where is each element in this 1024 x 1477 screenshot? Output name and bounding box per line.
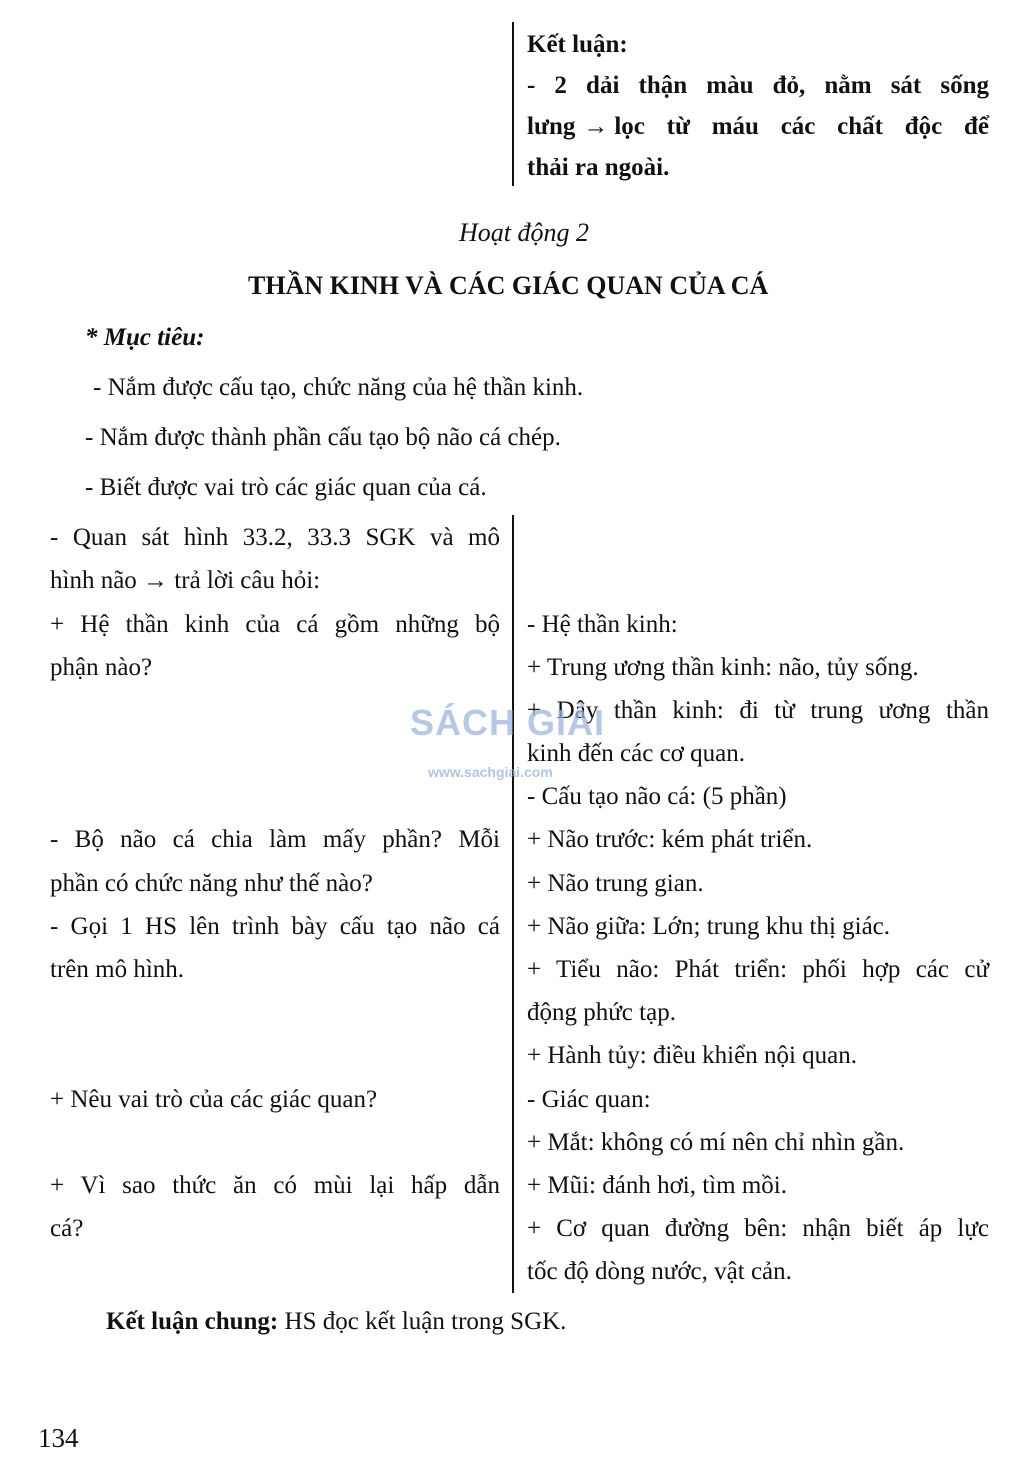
top-conclusion-line-1: - 2 dải thận màu đỏ, nằm sát sống [527, 72, 989, 99]
general-conclusion [106, 1308, 566, 1336]
top-conclusion-line-2-a: lưng [527, 113, 576, 140]
left-line-10: + Vì sao thức ăn có mùi lại hấp dẫn [50, 1172, 500, 1199]
left-line-9: + Nêu vai trò của các giác quan? [50, 1086, 378, 1113]
objective-item-3: - Biết được vai trò các giác quan của cá. [85, 474, 487, 501]
right-line-13: + Mắt: không có mí nên chỉ nhìn gần. [527, 1129, 905, 1156]
right-line-14: + Mũi: đánh hơi, tìm mồi. [527, 1172, 787, 1199]
right-line-11: + Hành tủy: điều khiển nội quan. [527, 1042, 858, 1069]
activity-label: Hoạt động 2 [459, 218, 589, 247]
right-line-1: - Hệ thần kinh: [527, 611, 678, 638]
right-line-8: + Não giữa: Lớn; trung khu thị giác. [527, 913, 891, 940]
top-conclusion-heading: Kết luận: [527, 31, 628, 58]
left-line-6: phần có chức năng như thế nào? [50, 870, 373, 897]
arrow-icon: → [583, 113, 609, 140]
right-line-10: động phức tạp. [527, 999, 676, 1026]
right-line-2: + Trung ương thần kinh: não, tủy sống. [527, 654, 919, 681]
general-conclusion-text: HS đọc kết luận trong SGK. [278, 1308, 567, 1335]
top-conclusion-line-2 [527, 113, 989, 141]
right-line-12: - Giác quan: [527, 1086, 651, 1113]
objective-item-2: - Nắm được thành phần cấu tạo bộ não cá chép. [85, 424, 561, 451]
top-column-divider [512, 22, 514, 186]
right-line-7: + Não trung gian. [527, 870, 704, 897]
top-conclusion-line-3: thải ra ngoài. [527, 154, 670, 181]
left-line-5: - Bộ não cá chia làm mấy phần? Mỗi [50, 826, 500, 853]
left-line-1: - Quan sát hình 33.2, 33.3 SGK và mô [50, 524, 500, 551]
left-line-3: + Hệ thần kinh của cá gồm những bộ [50, 611, 500, 638]
right-line-15: + Cơ quan đường bên: nhận biết áp lực [527, 1215, 989, 1242]
watermark-url: www.sachgiai.com [428, 764, 553, 780]
right-line-6: + Não trước: kém phát triển. [527, 826, 813, 853]
left-line-2: hình não → trả lời câu hỏi: [50, 567, 321, 594]
left-line-4: phận nào? [50, 654, 153, 681]
left-line-7: - Gọi 1 HS lên trình bày cấu tạo não cá [50, 913, 500, 940]
right-line-4: kinh đến các cơ quan. [527, 740, 745, 767]
top-conclusion-line-2-b: lọc từ máu các chất độc để [614, 113, 989, 140]
objective-item-1: - Nắm được cấu tạo, chức năng của hệ thần kinh. [93, 374, 584, 401]
main-column-divider [512, 515, 514, 1293]
watermark-logo: SÁCH GIẢI [410, 702, 606, 743]
objectives-heading: * Mục tiêu: [85, 324, 205, 351]
right-line-3: + Dây thần kinh: đi từ trung ương thần [527, 697, 989, 724]
left-line-11: cá? [50, 1215, 84, 1242]
right-line-9: + Tiểu não: Phát triển: phối hợp các cử [527, 956, 989, 983]
page-number: 134 [38, 1423, 79, 1453]
activity-title: THẦN KINH VÀ CÁC GIÁC QUAN CỦA CÁ [248, 271, 769, 300]
left-line-8: trên mô hình. [50, 956, 185, 983]
right-line-5: - Cấu tạo não cá: (5 phần) [527, 783, 787, 810]
right-line-16: tốc độ dòng nước, vật cản. [527, 1258, 792, 1285]
general-conclusion-label: Kết luận chung: [106, 1308, 279, 1335]
